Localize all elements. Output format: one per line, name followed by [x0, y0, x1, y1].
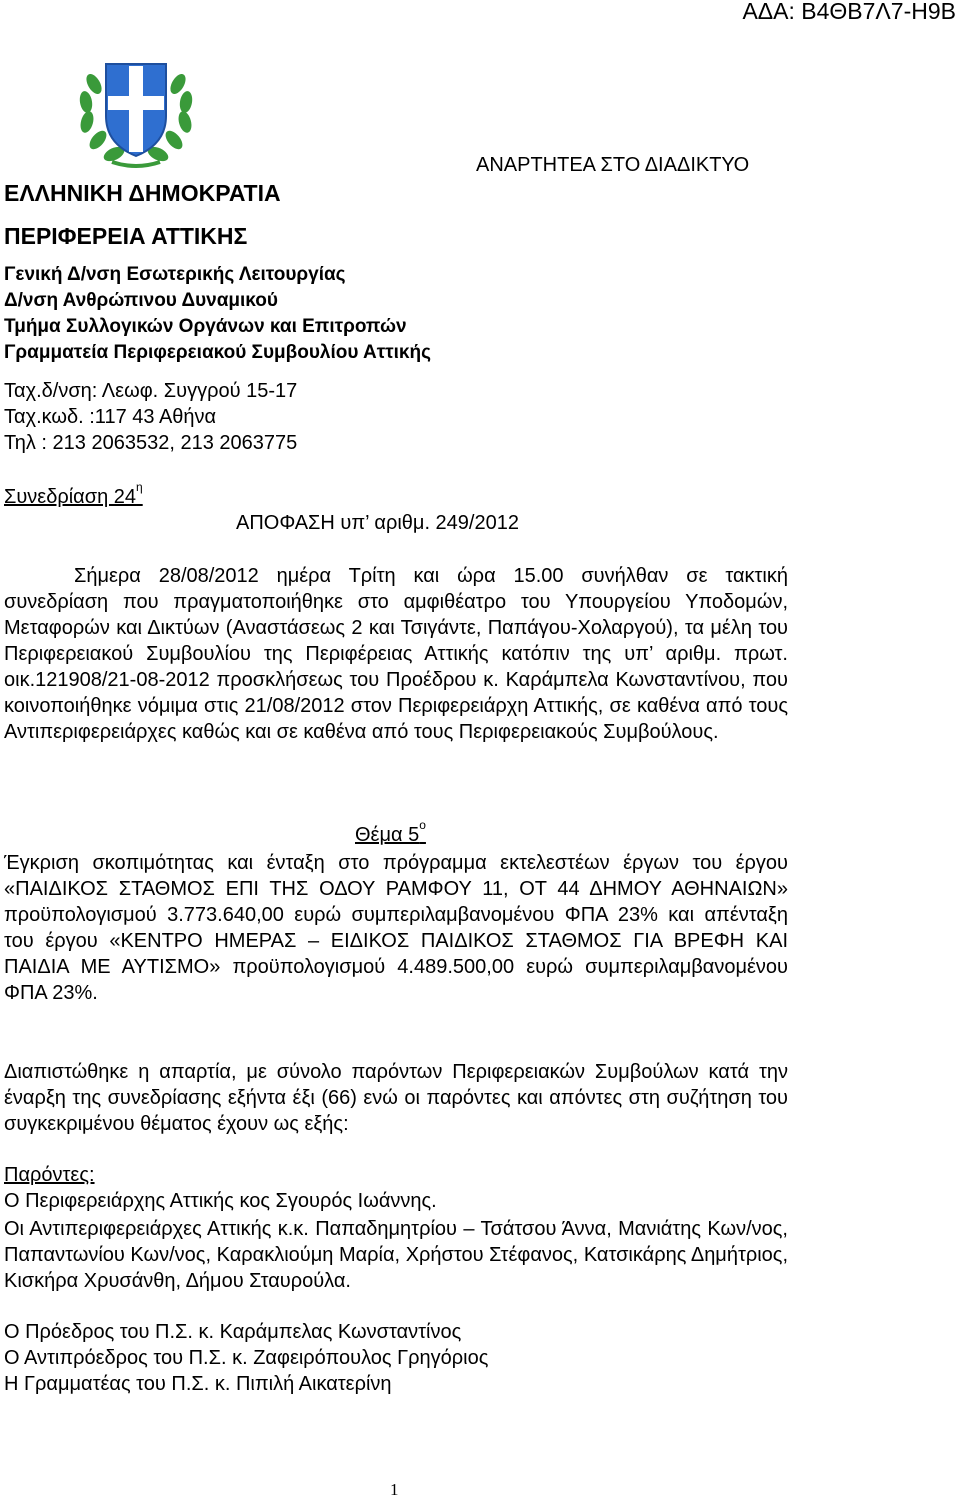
present-label: Παρόντες: [4, 1164, 95, 1186]
vice-president-line: Ο Αντιπρόεδρος του Π.Σ. κ. Ζαφειρόπουλος Γρηγόριος [4, 1347, 489, 1369]
governor-line: Ο Περιφερειάρχης Αττικής κος Σγουρός Ιωάννης. [4, 1190, 437, 1212]
region-heading: ΠΕΡΙΦΕΡΕΙΑ ΑΤΤΙΚΗΣ [4, 223, 248, 249]
postal-code: Ταχ.κωδ. :117 43 Αθήνα [4, 406, 217, 428]
session-label: Συνεδρίαση $24^\eta$ [4, 480, 143, 508]
president-line: Ο Πρόεδρος του Π.Σ. κ. Καράμπελας Κωνσταντίνος [4, 1321, 462, 1343]
secretary-line: Η Γραμματέας του Π.Σ. κ. Πιπιλή Αικατερίνη [4, 1373, 392, 1395]
theme-text: Έγκριση σκοπιμότητας και ένταξη στο πρόγραμμα εκτελεστέων έργων του έργου «ΠΑΙΔΙΚΟΣ ΣΤΑΘΜΟΣ ΕΠΙ ΤΗΣ ΟΔΟΥ ΡΑΜΦΟΥ 11, ΟΤ 44 ΔΗΜΟΥ ΑΘΗΝΑΙΩΝ» προϋπολογισμού 3.773.640,00 ευρώ συμπεριλαμβανομένου ΦΠΑ 23% και απένταξη του έργου «ΚΕΝΤΡΟ ΗΜΕΡΑΣ – ΕΙΔΙΚΟΣ ΠΑΙΔΙΚΟΣ ΣΤΑΘΜΟΣ ΓΙΑ ΒΡΕΦΗ ΚΑΙ ΠΑΙΔΙΑ ΜΕ ΑΥΤΙΣΜΟ» προϋπολογισμού 4.489.500,00 ευρώ συμπεριλαμβανομένου ΦΠΑ 23%. [4, 852, 788, 1004]
ada-code: ΑΔΑ: Β4ΘΒ7Λ7-Η9Β [742, 0, 956, 24]
posting-note: ΑΝΑΡΤΗΤΕΑ ΣΤΟ ΔΙΑΔΙΚΤΥΟ [476, 154, 750, 176]
theme-title: Θέμα $5^o$ [355, 818, 426, 846]
directorate-general: Γενική Δ/νση Εσωτερικής Λειτουργίας [4, 264, 346, 285]
deputies-paragraph: Οι Αντιπεριφερειάρχες Αττικής κ.κ. Παπαδημητρίου – Τσάτσου Άννα, Μανιάτης Κων/νος, Παπαντωνίου Κων/νος, Καρακλιούμη Μαρία, Χρήστου Στέφανος, Κατσικάρης Δημήτριος, Κισκήρα Χρυσάνθη, Δήμου Σταυρούλα. [4, 1218, 788, 1292]
page-number: 1 [390, 1480, 399, 1499]
decision-number: ΑΠΟΦΑΣΗ υπ’ αριθμ. 249/2012 [236, 512, 519, 534]
address: Ταχ.δ/νση: Λεωφ. Συγγρού 15-17 [4, 380, 298, 402]
republic-heading: ΕΛΛΗΝΙΚΗ ΔΗΜΟΚΡΑΤΙΑ [4, 180, 281, 206]
secretariat: Γραμματεία Περιφερειακού Συμβουλίου Αττικής [4, 342, 432, 363]
intro-paragraph: Σήμερα 28/08/2012 ημέρα Τρίτη και ώρα 15.00 συνήλθαν σε τακτική συνεδρίαση που πραγματοποιήθηκε στο αμφιθέατρο του Υπουργείου Υποδομών, Μεταφορών και Δικτύων (Αναστάσεως 2 και Τσιγάντε, Παπάγου-Χολαργού), τα μέλη του Περιφερειακού Συμβουλίου της Περιφέρειας Αττικής κατόπιν της υπ’ αριθμ. πρωτ. οικ.121908/21-08-2012 προσκλήσεως του Προέδρου κ. Καράμπελα Κωνσταντίνου, που κοινοποιήθηκε νόμιμα στις 21/08/2012 στον Περιφερειάρχη Αττικής, σε καθένα από τους Αντιπεριφερειάρχες καθώς και σε καθένα από τους Περιφερειακούς Συμβούλους. [4, 565, 788, 743]
phone: Τηλ : 213 2063532, 213 2063775 [4, 432, 298, 454]
department: Τμήμα Συλλογικών Οργάνων και Επιτροπών [4, 316, 407, 337]
quorum-paragraph: Διαπιστώθηκε η απαρτία, με σύνολο παρόντων Περιφερειακών Συμβούλων κατά την έναρξη της συνεδρίασης εξήντα έξι (66) ενώ οι παρόντες και απόντες στη συζήτηση του συγκεκριμένου θέματος έχουν ως εξής: [4, 1061, 788, 1135]
greek-coat-of-arms-icon [72, 44, 200, 172]
directorate: Δ/νση Ανθρώπινου Δυναμικού [4, 290, 278, 311]
